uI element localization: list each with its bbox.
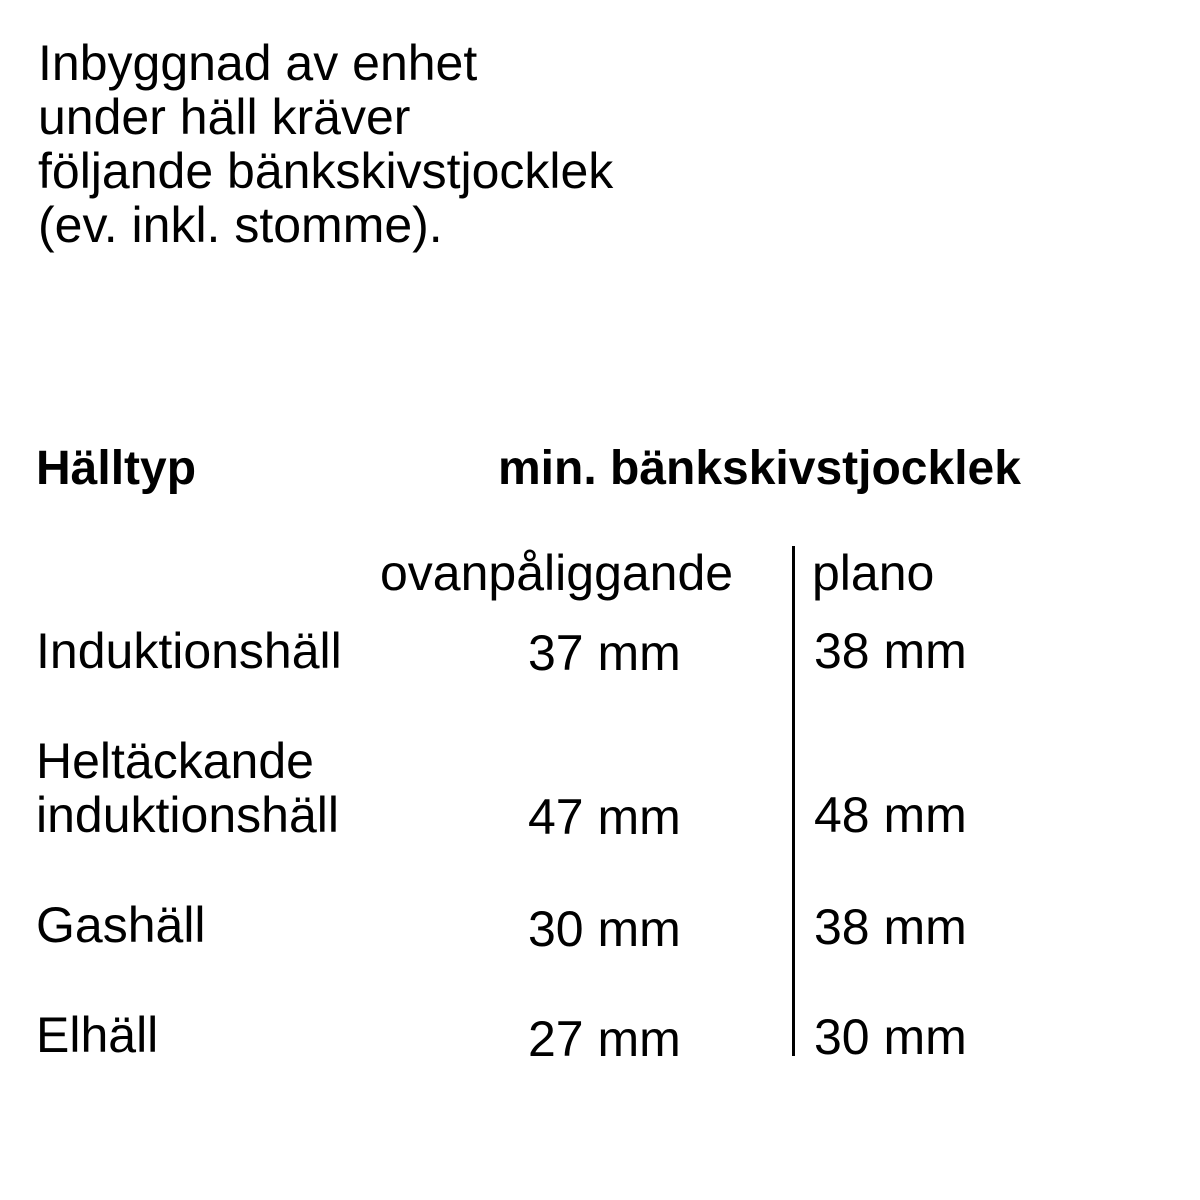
subheader-plano: plano	[812, 545, 935, 601]
intro-line: under häll kräver	[38, 89, 411, 145]
row-label-line: Gashäll	[36, 897, 206, 953]
table-row-label	[36, 1008, 158, 1062]
row-label-line: induktionshäll	[36, 787, 339, 843]
intro-text	[38, 36, 1138, 252]
table-row-label	[36, 898, 206, 952]
row-label-line: Heltäckande	[36, 733, 314, 789]
row-label-line: Induktionshäll	[36, 623, 342, 679]
table-cell-overlay: 47 mm	[528, 789, 681, 845]
column-header-hob-type: Hälltyp	[36, 442, 197, 495]
table-row-label	[36, 624, 342, 678]
intro-line: följande bänkskivstjocklek	[38, 143, 614, 199]
table-cell-overlay: 27 mm	[528, 1011, 681, 1067]
table-cell-plano: 48 mm	[814, 787, 967, 843]
table-cell-plano: 38 mm	[814, 899, 967, 955]
table-cell-overlay: 37 mm	[528, 625, 681, 681]
table-row-label	[36, 734, 339, 842]
column-header-min-thickness: min. bänkskivstjocklek	[498, 442, 1021, 495]
table-cell-plano: 38 mm	[814, 623, 967, 679]
row-label-line: Elhäll	[36, 1007, 159, 1063]
column-divider	[792, 546, 795, 1056]
intro-line: Inbyggnad av enhet	[38, 35, 478, 91]
table-cell-overlay: 30 mm	[528, 901, 681, 957]
subheader-overlay: ovanpåliggande	[380, 545, 734, 601]
table-cell-plano: 30 mm	[814, 1009, 967, 1065]
intro-line: (ev. inkl. stomme).	[38, 197, 443, 253]
